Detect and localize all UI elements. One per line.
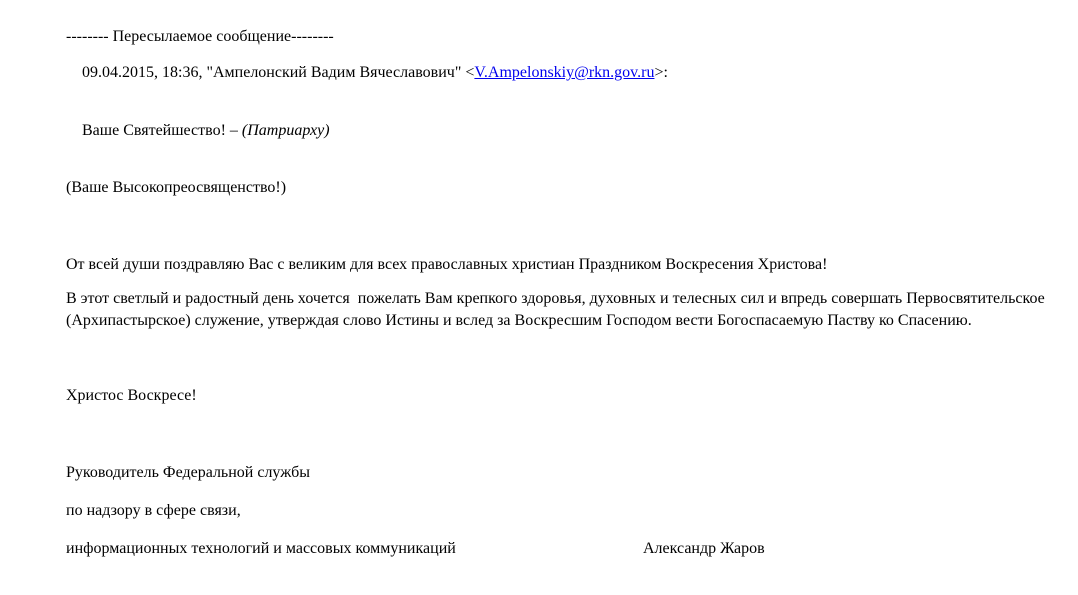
greeting-paragraph: От всей души поздравляю Вас с великим для всех православных христиан Праздником Воскресения Христова!: [66, 256, 828, 273]
salutation-line: [66, 104, 330, 158]
signature-name: Александр Жаров: [643, 540, 765, 557]
forwarded-message-meta-suffix: >:: [654, 64, 668, 81]
easter-greeting: Христос Воскресе!: [66, 387, 197, 404]
signature-title-line-2: по надзору в сфере связи,: [66, 502, 241, 519]
wish-paragraph-line-2: (Архипастырское) служение, утверждая слово Истины и вслед за Воскресшим Господом вести Богоспасаемую Паству ко Спасению.: [66, 312, 972, 329]
forwarded-message-separator: -------- Пересылаемое сообщение--------: [66, 28, 334, 45]
signature-title-line-3: информационных технологий и массовых коммуникаций: [66, 540, 456, 557]
forwarded-message-meta-prefix: 09.04.2015, 18:36, "Ампелонский Вадим Вячеславович" <: [82, 64, 475, 81]
forwarded-message-meta: [66, 46, 668, 100]
sender-email-link[interactable]: V.Ampelonskiy@rkn.gov.ru: [474, 64, 655, 81]
signature-title-line-1: Руководитель Федеральной службы: [66, 464, 310, 481]
alt-salutation-line: (Ваше Высокопреосвященство!): [66, 179, 287, 196]
wish-paragraph-line-1: В этот светлый и радостный день хочется пожелать Вам крепкого здоровья, духовных и телесных сил и впредь совершать Первосвятительское: [66, 290, 1045, 307]
salutation-note: (Патриарху): [241, 122, 330, 139]
salutation-text: Ваше Святейшество! –: [82, 122, 242, 139]
